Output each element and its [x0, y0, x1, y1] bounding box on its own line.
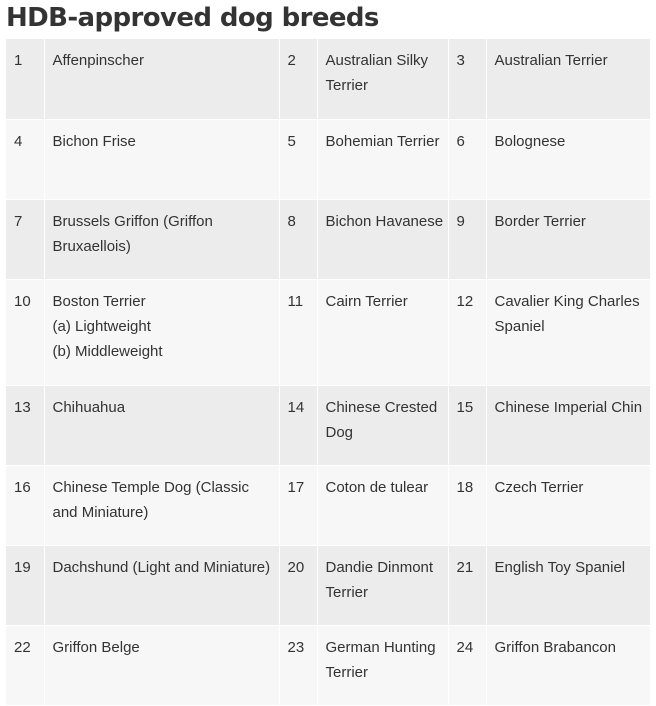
breed-name: Australian Terrier [486, 39, 650, 119]
table-row [6, 545, 650, 625]
breed-number: 15 [448, 385, 486, 465]
breed-number: 23 [279, 625, 317, 705]
breed-number: 24 [448, 625, 486, 705]
breed-name: Chinese Temple Dog (Classic and Miniature) [44, 465, 279, 545]
table-row [6, 625, 650, 705]
breed-name: Czech Terrier [486, 465, 650, 545]
breeds-table [6, 39, 650, 706]
breed-number: 5 [279, 119, 317, 199]
breed-number: 18 [448, 465, 486, 545]
table-row [6, 39, 650, 119]
breed-name: Griffon Belge [44, 625, 279, 705]
breed-name: Bichon Havanese [317, 199, 448, 279]
breed-number: 12 [448, 279, 486, 385]
breed-name: Australian Silky Terrier [317, 39, 448, 119]
breed-number: 8 [279, 199, 317, 279]
breed-name: Coton de tulear [317, 465, 448, 545]
breed-number: 10 [6, 279, 44, 385]
table-row [6, 385, 650, 465]
breed-number: 3 [448, 39, 486, 119]
breed-name [44, 279, 279, 385]
breed-number: 17 [279, 465, 317, 545]
breed-name-main: Boston Terrier [52, 292, 146, 310]
breed-number: 9 [448, 199, 486, 279]
breed-number: 16 [6, 465, 44, 545]
breed-variant: (a) Lightweight [52, 317, 151, 335]
breed-number: 21 [448, 545, 486, 625]
breed-name: Cairn Terrier [317, 279, 448, 385]
breed-name: Border Terrier [486, 199, 650, 279]
breed-name: Chinese Crested Dog [317, 385, 448, 465]
breed-name: Chihuahua [44, 385, 279, 465]
page-title: HDB-approved dog breeds [6, 3, 379, 33]
breed-number: 11 [279, 279, 317, 385]
breed-number: 13 [6, 385, 44, 465]
breed-name: Griffon Brabancon [486, 625, 650, 705]
breed-number: 6 [448, 119, 486, 199]
breed-name: German Hunting Terrier [317, 625, 448, 705]
table-row [6, 465, 650, 545]
breed-name: Affenpinscher [44, 39, 279, 119]
breed-number: 7 [6, 199, 44, 279]
breed-name: Bichon Frise [44, 119, 279, 199]
breed-name: Bolognese [486, 119, 650, 199]
table-row [6, 119, 650, 199]
table-row [6, 199, 650, 279]
breed-name: Dachshund (Light and Miniature) [44, 545, 279, 625]
breed-name: Bohemian Terrier [317, 119, 448, 199]
breed-number: 14 [279, 385, 317, 465]
breed-name: Dandie Dinmont Terrier [317, 545, 448, 625]
breed-variant: (b) Middleweight [52, 342, 163, 360]
breed-name: Cavalier King Charles Spaniel [486, 279, 650, 385]
breed-number: 19 [6, 545, 44, 625]
table-row [6, 279, 650, 385]
breed-name: Chinese Imperial Chin [486, 385, 650, 465]
breed-number: 2 [279, 39, 317, 119]
breed-name: English Toy Spaniel [486, 545, 650, 625]
breed-number: 4 [6, 119, 44, 199]
breed-number: 20 [279, 545, 317, 625]
breed-name: Brussels Griffon (Griffon Bruxaellois) [44, 199, 279, 279]
breed-number: 1 [6, 39, 44, 119]
breed-number: 22 [6, 625, 44, 705]
